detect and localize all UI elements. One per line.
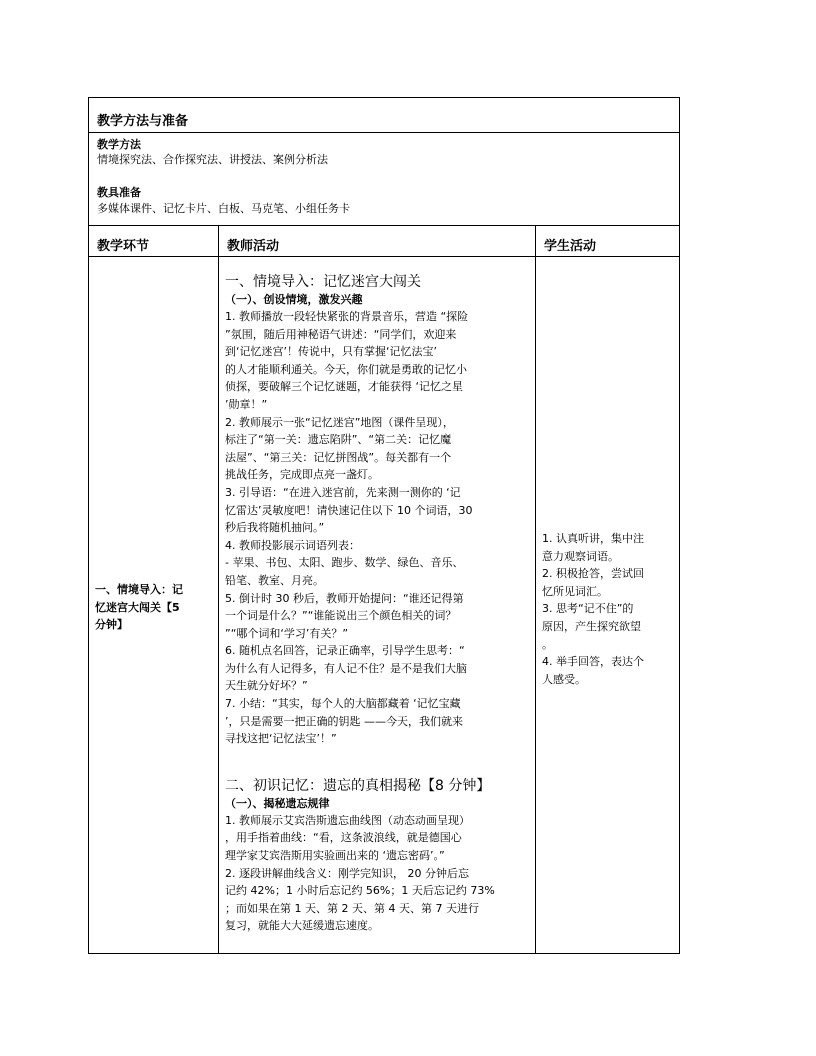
text-line: 3. 引导语：“在进入迷宫前，先来测一测你的 ‘记 [225, 485, 461, 499]
text-line: 5. 倒计时 30 秒后，教师开始提问：“谁还记得第 [225, 591, 464, 605]
text-line: 铅笔、教室、月亮。 [225, 573, 324, 587]
text-line: 到‘记忆迷宫’！传说中，只有掌握‘记忆法宝’ [225, 345, 437, 359]
student-activity-cell [542, 530, 676, 688]
column-label: 教学环节 [97, 239, 150, 254]
stage-cell [95, 581, 213, 634]
text-line: 。 [542, 637, 553, 651]
stage-line: 分钟】 [95, 618, 128, 632]
text-line: 法屋”、“第三关：记忆拼图战”。每关都有一个 [225, 450, 452, 464]
text-line: 原因，产生探究欲望 [542, 619, 641, 633]
column-divider [218, 225, 219, 953]
text-line: 1. 认真听讲，集中注 [542, 532, 644, 545]
text-line: 为什么有人记得多，有人记不住？是不是我们大脑 [225, 661, 467, 675]
text-line: ”氛围，随后用神秘语气讲述：“同学们，欢迎来 [225, 327, 457, 341]
text-line: ，用手指着曲线：“看，这条波浪线，就是德国心 [225, 831, 462, 845]
text-line: 的人才能顺利通关。今天，你们就是勇敢的记忆小 [225, 362, 467, 376]
text-line: 人感受。 [542, 672, 586, 686]
text-line: 一个词是什么？”“谁能说出三个颜色相关的词？ [225, 609, 457, 623]
column-divider [535, 225, 536, 953]
text-line: 6. 随机点名回答，记录正确率，引导学生思考：“ [225, 644, 465, 658]
text-line: 忆所见词汇。 [542, 584, 608, 598]
text-line: 4. 教师投影展示词语列表： [225, 538, 360, 552]
table-header-row [89, 98, 679, 133]
text-line: 1. 教师展示艾宾浩斯遗忘曲线图（动态动画呈现） [225, 813, 470, 827]
text-line: 秒后我将随机抽问。” [225, 521, 325, 535]
column-header-student [536, 225, 679, 257]
methods-label: 教学方法 [97, 138, 141, 151]
activity-subtitle: （一）、揭秘遗忘规律 [225, 796, 330, 810]
text-line: 天生就分好坏？” [225, 679, 308, 693]
activity-section-title: 一、情境导入：记忆迷宫大闯关 [225, 274, 421, 290]
stage-line: 一、情境导入：记 [95, 583, 183, 596]
text-line: 理学家艾宾浩斯用实验画出来的 ‘遗忘密码’。” [225, 849, 445, 863]
activity-paragraph [225, 308, 531, 748]
tools-label: 教具准备 [97, 186, 141, 199]
teacher-activity-cell [225, 272, 531, 935]
text-line: 4. 举手回答，表达个 [542, 655, 644, 669]
activity-paragraph [225, 812, 531, 935]
text-line: ；而如果在第 1 天、第 2 天、第 4 天、第 7 天进行 [225, 901, 479, 915]
text-line: 忆雷达’灵敏度吧！请快速记住以下 10 个词语，30 [225, 503, 473, 517]
text-line: 复习，就能大大延缓遗忘速度。 [225, 919, 379, 933]
activity-section-title: 二、初识记忆：遗忘的真相揭秘【8 分钟】 [225, 777, 491, 794]
text-line: 寻找这把‘记忆法宝’！” [225, 732, 337, 746]
tools-text: 多媒体课件、记忆卡片、白板、马克笔、小组任务卡 [97, 202, 350, 215]
text-line: ’勋章！” [225, 397, 268, 411]
activity-subtitle: （一）、创设情境，激发兴趣 [225, 293, 363, 306]
column-label: 学生活动 [544, 239, 597, 254]
text-line: - 苹果、书包、太阳、跑步、数学、绿色、音乐、 [225, 556, 464, 570]
section-title: 教学方法与准备 [97, 114, 189, 129]
text-line: 侦探，要破解三个记忆谜题，才能获得 ‘记忆之星 [225, 380, 463, 394]
methods-text: 情境探究法、合作探究法、讲授法、案例分析法 [97, 153, 328, 166]
text-line: 2. 教师展示一张“记忆迷宫”地图（课件呈现）， [225, 415, 454, 429]
column-label: 教师活动 [227, 239, 280, 254]
lesson-plan-table [88, 97, 680, 954]
text-line: ’，只是需要一把正确的钥匙 ——今天，我们就来 [225, 714, 463, 728]
text-line: ”“哪个词和‘学习’有关？” [225, 626, 349, 640]
text-line: 标注了“第一关：遗忘陷阱”、“第二关：记忆魔 [225, 433, 452, 447]
methods-section [89, 132, 679, 226]
text-line: 记约 42%；1 小时后忘记约 56%；1 天后忘记约 73% [225, 884, 495, 898]
text-line: 2. 逐段讲解曲线含义：刚学完知识， 20 分钟后忘 [225, 866, 469, 880]
text-line: 3. 思考“记不住”的 [542, 602, 634, 616]
text-line: 意力观察词语。 [542, 549, 619, 563]
text-line: 7. 小结：“其实，每个人的大脑都藏着 ‘记忆宝藏 [225, 697, 461, 711]
stage-line: 忆迷宫大闯关【5 [95, 600, 180, 614]
column-header-stage [89, 225, 219, 257]
column-header-teacher [219, 225, 536, 257]
text-line: 挑战任务，完成即点亮一盏灯。 [225, 468, 379, 482]
text-line: 1. 教师播放一段轻快紧张的背景音乐，营造 “探险 [225, 310, 469, 323]
text-line: 2. 积极抢答，尝试回 [542, 567, 644, 581]
